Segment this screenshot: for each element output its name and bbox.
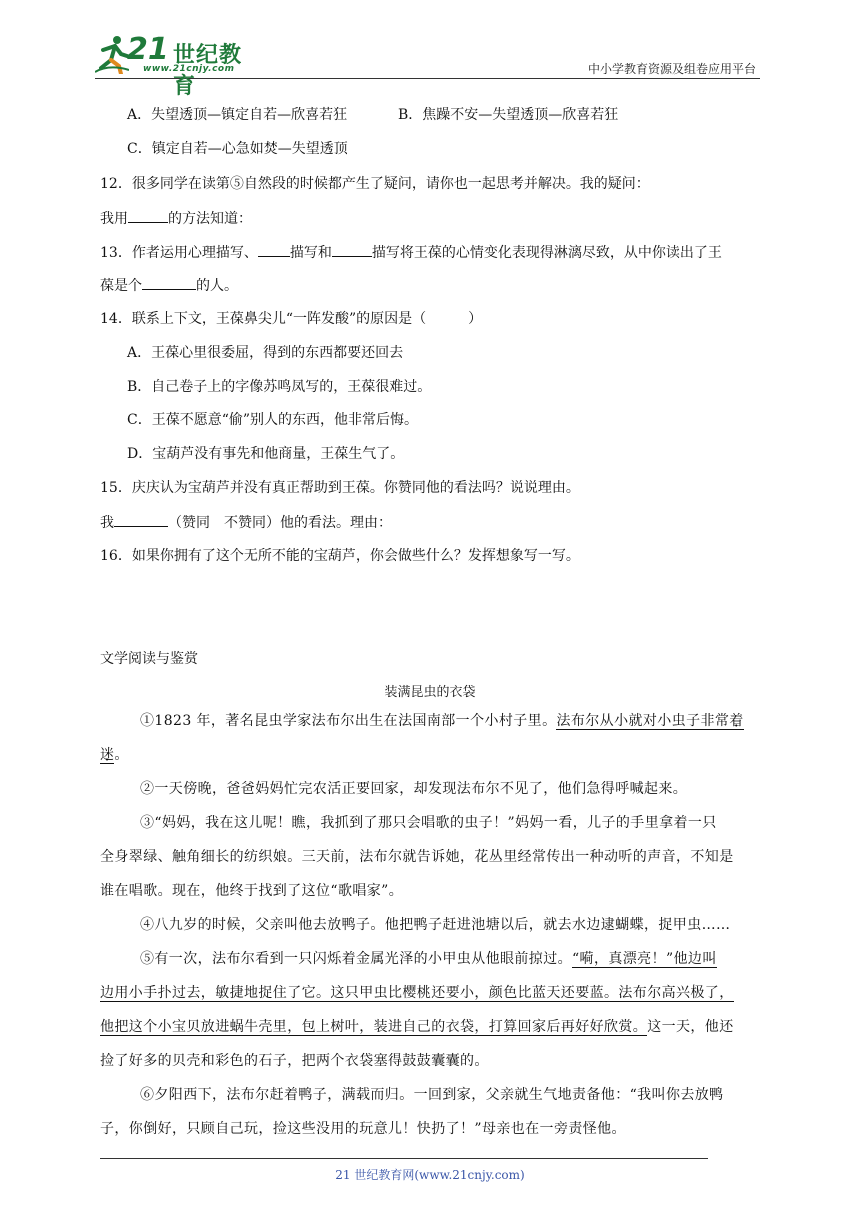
q12-line2-post: 的方法知道： <box>168 211 252 227</box>
q14-option-d: D．宝葫芦没有事先和他商量，王葆生气了。 <box>127 446 405 462</box>
p4-line: ④八九岁的时候，父亲叫他去放鸭子。他把鸭子赶进池塘以后，就去水边逮蝴蝶，捉甲虫…… <box>140 917 731 933</box>
article-title: 装满昆虫的衣袋 <box>384 685 476 700</box>
q14-option-a: A．王葆心里很委屈，得到的东西都要还回去 <box>127 345 404 361</box>
q12-line2 <box>100 208 252 229</box>
section-title: 文学阅读与鉴赏 <box>100 651 198 667</box>
q14-option-c: C．王葆不愿意“偷”别人的东西，他非常后悔。 <box>127 412 419 428</box>
q14-option-b: B．自己卷子上的字像苏鸣凤写的，王葆很难过。 <box>127 379 432 395</box>
q12-blank[interactable] <box>128 208 168 223</box>
p6-line-1: ⑥夕阳西下，法布尔赶着鸭子，满载而归。一回到家，父亲就生气地责备他：“我叫你去放鸭 <box>140 1087 724 1103</box>
q13-blank-1[interactable] <box>258 242 290 257</box>
q15-blank[interactable] <box>114 512 168 527</box>
article-paragraph-5 <box>100 942 760 1078</box>
article-paragraph-6 <box>100 1078 760 1146</box>
page-footer: 21 世纪教育网(www.21cnjy.com) <box>335 1168 525 1182</box>
q13-blank-2[interactable] <box>332 242 372 257</box>
q13-part2: 描写和 <box>289 245 332 261</box>
q13-part1: 13．作者运用心理描写、 <box>100 245 258 261</box>
p3-line-3: 谁在唱歌。现在，他终于找到了这位“歌唱家”。 <box>100 883 404 899</box>
q12-text: 12．很多同学在读第⑤自然段的时候都产生了疑问，请你也一起思考并解决。我的疑问： <box>100 176 650 192</box>
p2-line: ②一天傍晚，爸爸妈妈忙完农活正要回家，却发现法布尔不见了，他们急得呼喊起来。 <box>140 781 688 797</box>
p5-line-3-plain: 这一天，他还 <box>647 1019 734 1035</box>
q13-line2-pre: 葆是个 <box>100 278 142 294</box>
p1-dotted-char-2: 迷 <box>100 747 115 763</box>
p1-plain: ①1823 年，著名昆虫学家法布尔出生在法国南部一个小村子里。 <box>140 713 557 729</box>
q11-option-b: B．焦躁不安—失望透顶—欣喜若狂 <box>398 107 619 123</box>
q14-text: 14．联系上下文，王葆鼻尖儿“一阵发酸”的原因是（ ） <box>100 311 483 327</box>
q15-line2-pre: 我 <box>100 515 114 531</box>
q15-line2-post: （赞同 不赞同）他的看法。理由： <box>168 515 392 531</box>
logo-number: 21 <box>127 32 169 67</box>
p5-line-4: 捡了好多的贝壳和彩色的石子，把两个衣袋塞得鼓鼓囊囊的。 <box>100 1053 489 1069</box>
p5-line-3-underlined: 他把这个小宝贝放进蜗牛壳里，包上树叶，装进自己的衣袋，打算回家后再好好欣赏。 <box>100 1019 648 1035</box>
p3-line-2: 全身翠绿、触角细长的纺织娘。三天前，法布尔就告诉她，花丛里经常传出一种动听的声音，不知是 <box>100 849 734 865</box>
footer-divider <box>100 1158 708 1159</box>
p1-dotted-char-1: 着 <box>729 713 744 729</box>
q11-option-a: A．失望透顶—镇定自若—欣喜若狂 <box>127 107 348 123</box>
q15-text: 15．庆庆认为宝葫芦并没有真正帮助到王葆。你赞同他的看法吗？说说理由。 <box>100 480 580 496</box>
p5-line-1-plain: ⑤有一次，法布尔看到一只闪烁着金属光泽的小甲虫从他眼前掠过。 <box>140 951 572 967</box>
q15-line2 <box>100 512 392 533</box>
q13-blank-3[interactable] <box>142 275 196 290</box>
q13-part3: 描写将王葆的心情变化表现得淋漓尽致，从中你读出了王 <box>371 245 722 261</box>
p1-underlined: 法布尔从小就对小虫子非常 <box>556 713 730 729</box>
article-paragraph-4 <box>100 908 760 942</box>
logo-url: www.21cnjy.com <box>143 64 235 74</box>
p6-line-2: 子，你倒好，只顾自己玩，捡这些没用的玩意儿！快扔了！”母亲也在一旁责怪他。 <box>100 1121 626 1137</box>
logo-text: 世纪教育 <box>173 43 243 99</box>
p5-line-1-underlined: “嗬，真漂亮！”他边叫 <box>572 951 717 967</box>
logo <box>95 32 255 99</box>
q13-line2-post: 的人。 <box>196 278 238 294</box>
q16-text: 16．如果你拥有了这个无所不能的宝葫芦，你会做些什么？发挥想象写一写。 <box>100 548 580 564</box>
article-paragraph-2 <box>100 772 760 806</box>
q13-line1 <box>100 242 722 263</box>
p5-line-2-underlined: 边用小手扑过去，敏捷地捉住了它。这只甲虫比樱桃还要小，颜色比蓝天还要蓝。法布尔高兴极了， <box>100 985 734 1001</box>
article-paragraph-3 <box>100 806 760 908</box>
q12-line2-pre: 我用 <box>100 211 128 227</box>
article-paragraph-1 <box>100 704 760 772</box>
p3-line-1: ③“妈妈，我在这儿呢！瞧，我抓到了那只会唱歌的虫子！”妈妈一看，儿子的手里拿着一只 <box>140 815 717 831</box>
header-tagline: 中小学教育资源及组卷应用平台 <box>587 62 756 76</box>
runner-icon <box>95 34 129 74</box>
q13-line2 <box>100 275 238 296</box>
q11-option-c: C．镇定自若—心急如焚—失望透顶 <box>127 141 348 157</box>
page-header <box>95 32 760 99</box>
p1-end: 。 <box>114 747 129 763</box>
